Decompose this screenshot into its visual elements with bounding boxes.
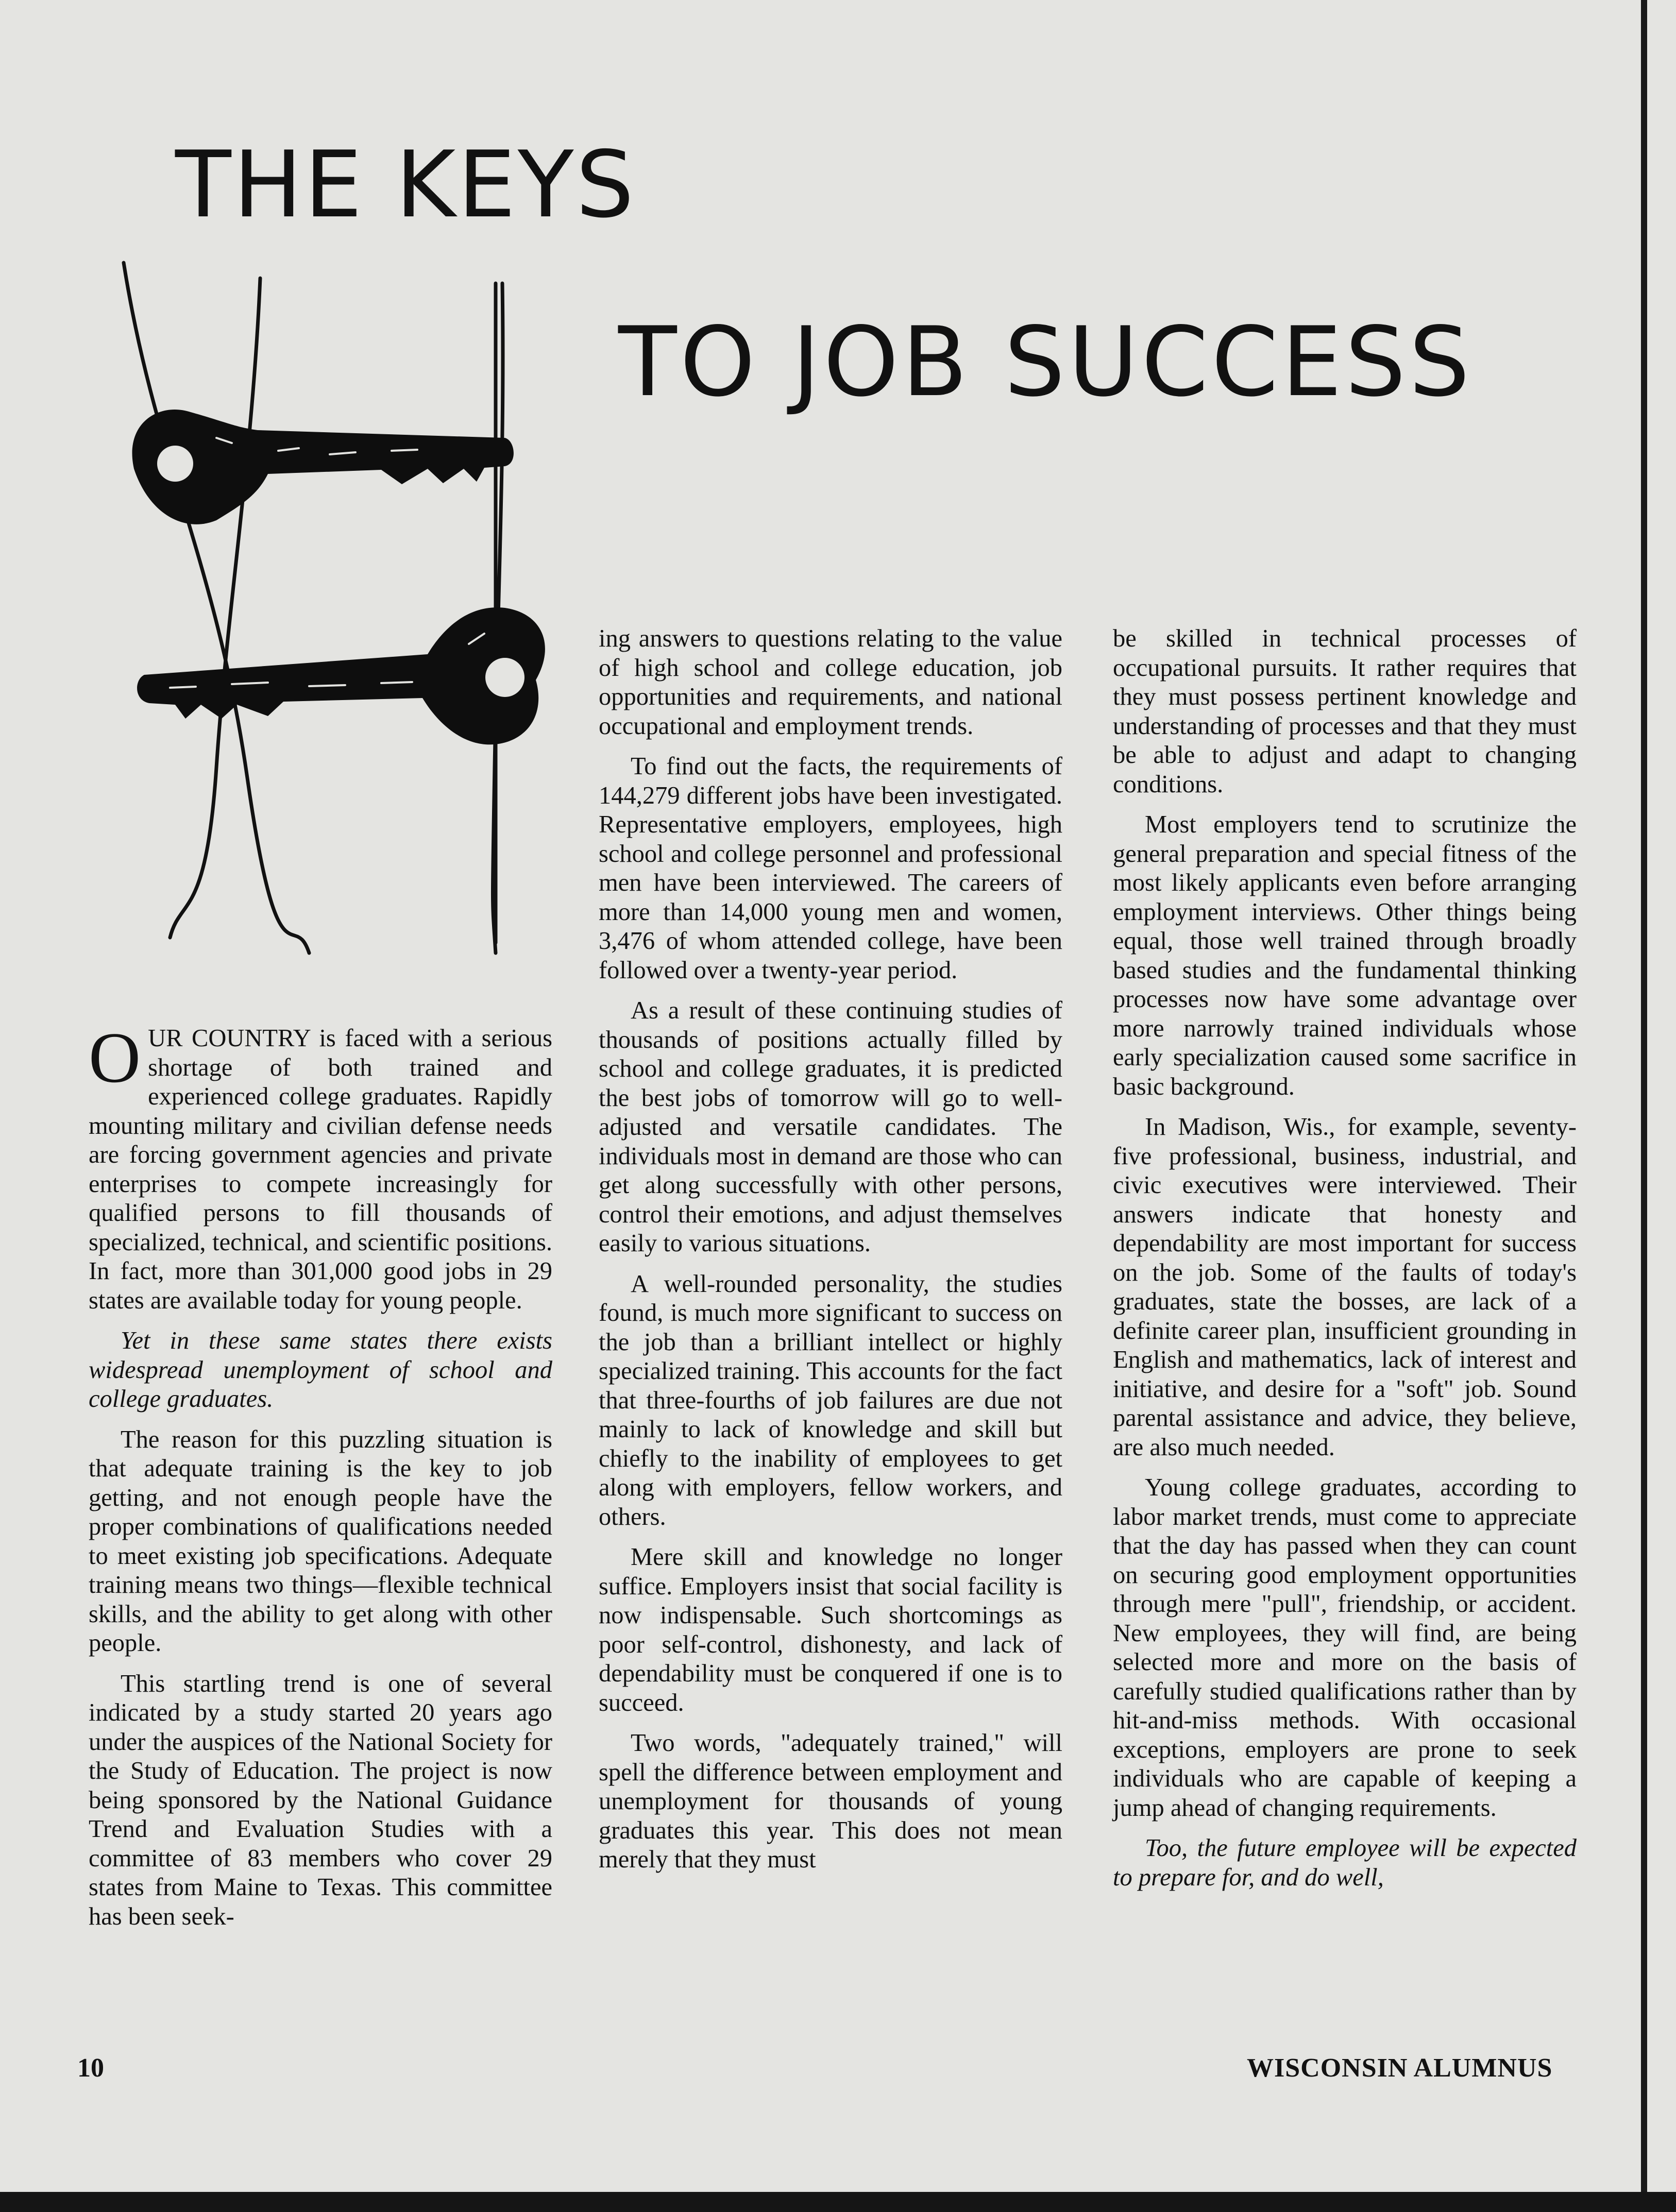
paragraph: be skilled in technical processes of occupational pursuits. It rather requires that they must possess pertinent knowledge and understanding of processes and that they must be able to adjust and adapt to changing conditions. [1113,625,1577,798]
string-left-2 [170,278,260,938]
string-left-1 [124,263,309,953]
paragraph [89,1018,552,1315]
paragraph-italic: Too, the future employee will be expected to prepare for, and do well, [1113,1834,1577,1891]
paragraph: In Madison, Wis., for example, seventy-five professional, business, industrial, and civic executives were interviewed. Their answers indicate that honesty and dependability are most important for success on the job. Some of the faults of today's graduates, state the bosses, are lack of a definite career plan, insufficient grounding in English and mathematics, lack of interest and initiative, and desire for a "soft" job. Sound parental assistance and advice, they believe, are also much needed. [1113,1113,1577,1461]
article-column-3 [1113,624,1577,1903]
paragraph: ing answers to questions relating to the value of high school and college education, job opportunities and requirements, and national occupational and employment trends. [599,625,1062,740]
headline-line-1: THE KEYS [175,131,636,238]
drop-cap: O [89,1018,141,1098]
scan-bottom-edge [0,2192,1676,2212]
paragraph: A well-rounded personality, the studies found, is much more significant to success on the job than a brilliant intellect or highly specialized training. This accounts for the fact that three-fourths of job failures are due not mainly to lack of knowledge and skill but chiefly to the inability of employees to get along with employers, fellow workers, and others. [599,1270,1062,1530]
paragraph: Mere skill and knowledge no longer suffice. Employers insist that social facility is now indispensable. Such shortcomings as poor self-control, dishonesty, and lack of dependability must be conquered if one is to succeed. [599,1543,1062,1716]
magazine-name: WISCONSIN ALUMNUS [1247,2053,1553,2083]
page-edge-shadow [1641,0,1647,2212]
paragraph: Most employers tend to scrutinize the general preparation and special fitness of the most likely applicants even before arranging employment interviews. Other things being equal, those well trained through broadly based studies and the fundamental thinking processes now have some advantage over more narrowly trained individuals whose early specialization caused some sacrifice in basic background. [1113,811,1577,1100]
lower-key-icon [137,607,545,744]
article-column-2 [599,624,1062,1886]
headline-line-2: TO JOB SUCCESS [618,306,1473,418]
paragraph: This startling trend is one of several indicated by a study started 20 years ago under the auspices of the National Society for the Study of Education. The project is now being sponsored by the National Guidance Trend and Evaluation Studies with a committee of 83 members who cover 29 states from Maine to Texas. This committee has been seek- [89,1670,552,1930]
upper-key-icon [132,410,514,524]
string-lines [124,263,503,953]
page-number: 10 [77,2053,104,2083]
paragraph: To find out the facts, the requirements of 144,279 different jobs have been investigated. Representative employers, employees, high school and college personnel and professional men have been interviewed. The careers of more than 14,000 young men and women, 3,476 of whom attended college, have been followed over a twenty-year period. [599,753,1062,984]
paragraph: Two words, "adequately trained," will spell the difference between employment and unemployment for thousands of young graduates this year. This does not mean merely that they must [599,1729,1062,1873]
article-column-1 [89,1018,552,1943]
paragraph: Young college graduates, according to labor market trends, must come to appreciate that the day has passed when they can count on securing good employment opportunities through mere "pull", friendship, or accident. New employees, they will find, are being selected more and more on the basis of carefully studied qualifications rather than by hit-and-miss methods. With occasional exceptions, employers are prone to seek individuals who are capable of keeping a jump ahead of changing requirements. [1113,1474,1577,1822]
paragraph-text: UR COUNTRY is faced with a serious shortage of both trained and experienced college graduates. Rapidly mounting military and civilian defense needs are forcing government agencies and private enterprises to compete increasingly for qualified persons to fill thousands of specialized, technical, and scientific positions. In fact, more than 301,000 good jobs in 29 states are available today for young people. [89,1025,552,1314]
paragraph: The reason for this puzzling situation is that adequate training is the key to job getting, and not enough people have the proper combinations of qualifications needed to meet existing job specifications. Adequate training means two things—flexible technical skills, and the ability to get along with other people. [89,1425,552,1657]
paragraph-italic: Yet in these same states there exists widespread unemployment of school and college graduates. [89,1327,552,1413]
paragraph: As a result of these continuing studies of thousands of positions actually filled by school and college graduates, it is predicted the best jobs of tomorrow will go to well-adjusted and versatile candidates. The individuals most in demand are those who can get along successfully with other persons, control their emotions, and adjust themselves easily to various situations. [599,997,1062,1257]
keys-illustration [113,252,567,968]
